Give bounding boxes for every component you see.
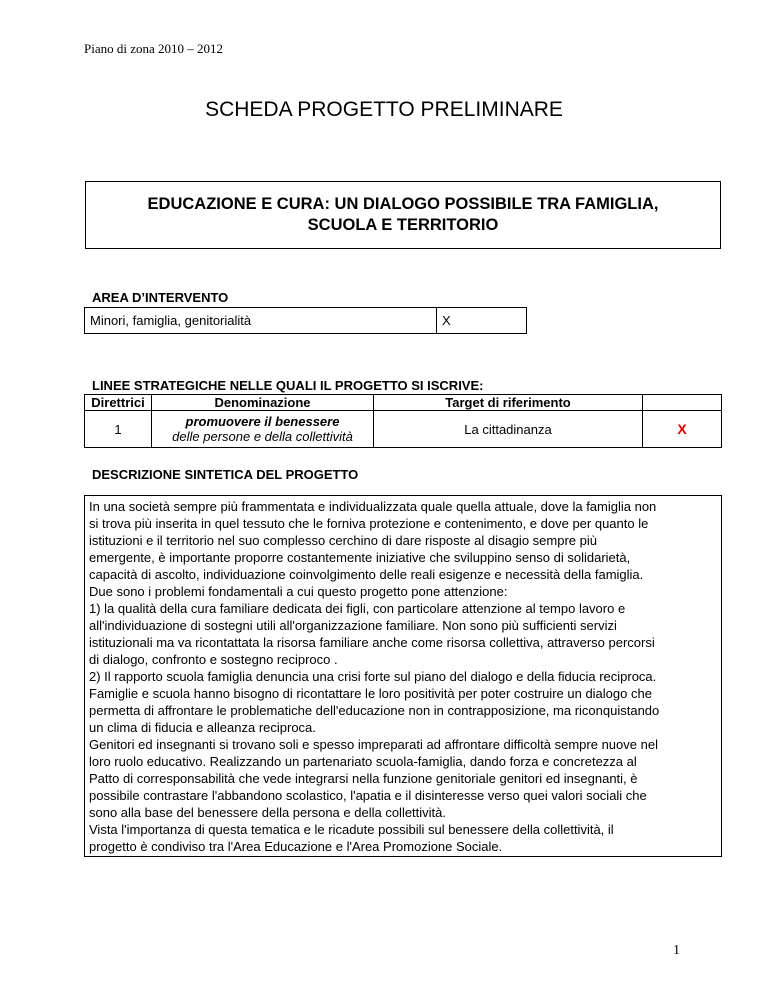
linee-strategiche-label: LINEE STRATEGICHE NELLE QUALI IL PROGETTO SI ISCRIVE:: [92, 378, 484, 393]
header-denominazione: Denominazione: [152, 395, 374, 411]
target-mark-cell: [643, 411, 722, 448]
descrizione-line: si trova più inserita in quel tessuto che le forniva protezione e contenimento, e dove per quanto le: [89, 516, 649, 531]
linee-strategiche-table: [84, 394, 722, 448]
descrizione-line: capacità di ascolto, individuazione coinvolgimento delle reali esigenze e necessità della famiglia.: [89, 567, 644, 582]
descrizione-line: sono alla base del benessere della persona e della collettività.: [89, 805, 447, 820]
denominazione-value: [152, 411, 374, 448]
descrizione-line: Due sono i problemi fondamentali a cui questo progetto pone attenzione:: [89, 584, 508, 599]
target-value: La cittadinanza: [374, 411, 643, 448]
descrizione-line: In una società sempre più frammentata e individualizzata quale quella attuale, dove la famiglia non: [89, 499, 657, 514]
descrizione-box: [84, 495, 722, 857]
descrizione-line: possibile contrastare l'abbandono scolastico, l'apatia e il disinteresse verso quei valori sociali che: [89, 788, 647, 803]
header-empty-cell: [643, 395, 722, 411]
descrizione-line: un clima di fiducia e alleanza reciproca.: [89, 720, 316, 735]
project-title-line-1: EDUCAZIONE E CURA: UN DIALOGO POSSIBILE TRA FAMIGLIA,: [147, 195, 659, 213]
descrizione-line: 2) Il rapporto scuola famiglia denuncia una crisi forte sul piano del dialogo e della fiducia reciproca.: [89, 669, 657, 684]
descrizione-line: permetta di affrontare le problematiche dell'educazione non in contrapposizione, ma riconquistando: [89, 703, 660, 718]
header-target: Target di riferimento: [374, 395, 643, 411]
descrizione-line: istituzionali ma va ricontattata la risorsa familiare anche come risorsa collettiva, attraverso percorsi: [89, 635, 655, 650]
denominazione-line-1: promuovere il benessere: [185, 414, 340, 429]
page-number: 1: [673, 943, 680, 958]
area-intervento-label: AREA D’INTERVENTO: [92, 290, 229, 305]
descrizione-line: all'individuazione di sostegni utili all'organizzazione familiare. Non sono più sufficienti servizi: [89, 618, 617, 633]
project-title-box: [85, 181, 721, 249]
direttrice-value: 1: [85, 411, 152, 448]
descrizione-line: Genitori ed insegnanti si trovano soli e spesso impreparati ad affrontare difficoltà sempre nuove nel: [89, 737, 658, 752]
descrizione-line: istituzioni e il territorio nel suo complesso cerchino di dare risposte al disagio sempre più: [89, 533, 597, 548]
descrizione-label: DESCRIZIONE SINTETICA DEL PROGETTO: [92, 467, 359, 482]
descrizione-line: Vista l'importanza di questa tematica e le ricadute possibili sul benessere della collettività, il: [89, 822, 614, 837]
denominazione-line-2: delle persone e della collettività: [172, 429, 353, 444]
descrizione-line: emergente, è importante proporre costantemente iniziative che sviluppino senso di solidarietà,: [89, 550, 631, 565]
area-intervento-table: [84, 307, 527, 334]
descrizione-line: 1) la qualità della cura familiare dedicata dei figli, con particolare attenzione al tempo lavoro e: [89, 601, 626, 616]
descrizione-line: di dialogo, confronto e sostegno reciproco .: [89, 652, 338, 667]
descrizione-line: Famiglie e scuola hanno bisogno di ricontattare le loro positività per poter costruire un dialogo che: [89, 686, 652, 701]
descrizione-line: Patto di corresponsabilità che vede integrarsi nella funzione genitoriale genitori ed insegnanti, è: [89, 771, 638, 786]
descrizione-line: progetto è condiviso tra l'Area Educazione e l'Area Promozione Sociale.: [89, 839, 503, 854]
header-direttrici: Direttrici: [85, 395, 152, 411]
area-value-cell: Minori, famiglia, genitorialità: [85, 308, 437, 334]
project-title-line-2: SCUOLA E TERRITORIO: [307, 216, 499, 234]
descrizione-line: loro ruolo educativo. Realizzando un partenariato scuola-famiglia, dando forza e concretezza al: [89, 754, 637, 769]
page-header: Piano di zona 2010 – 2012: [84, 41, 224, 56]
target-mark: X: [677, 420, 687, 437]
document-title: SCHEDA PROGETTO PRELIMINARE: [205, 98, 563, 121]
area-mark-cell: X: [437, 308, 527, 334]
